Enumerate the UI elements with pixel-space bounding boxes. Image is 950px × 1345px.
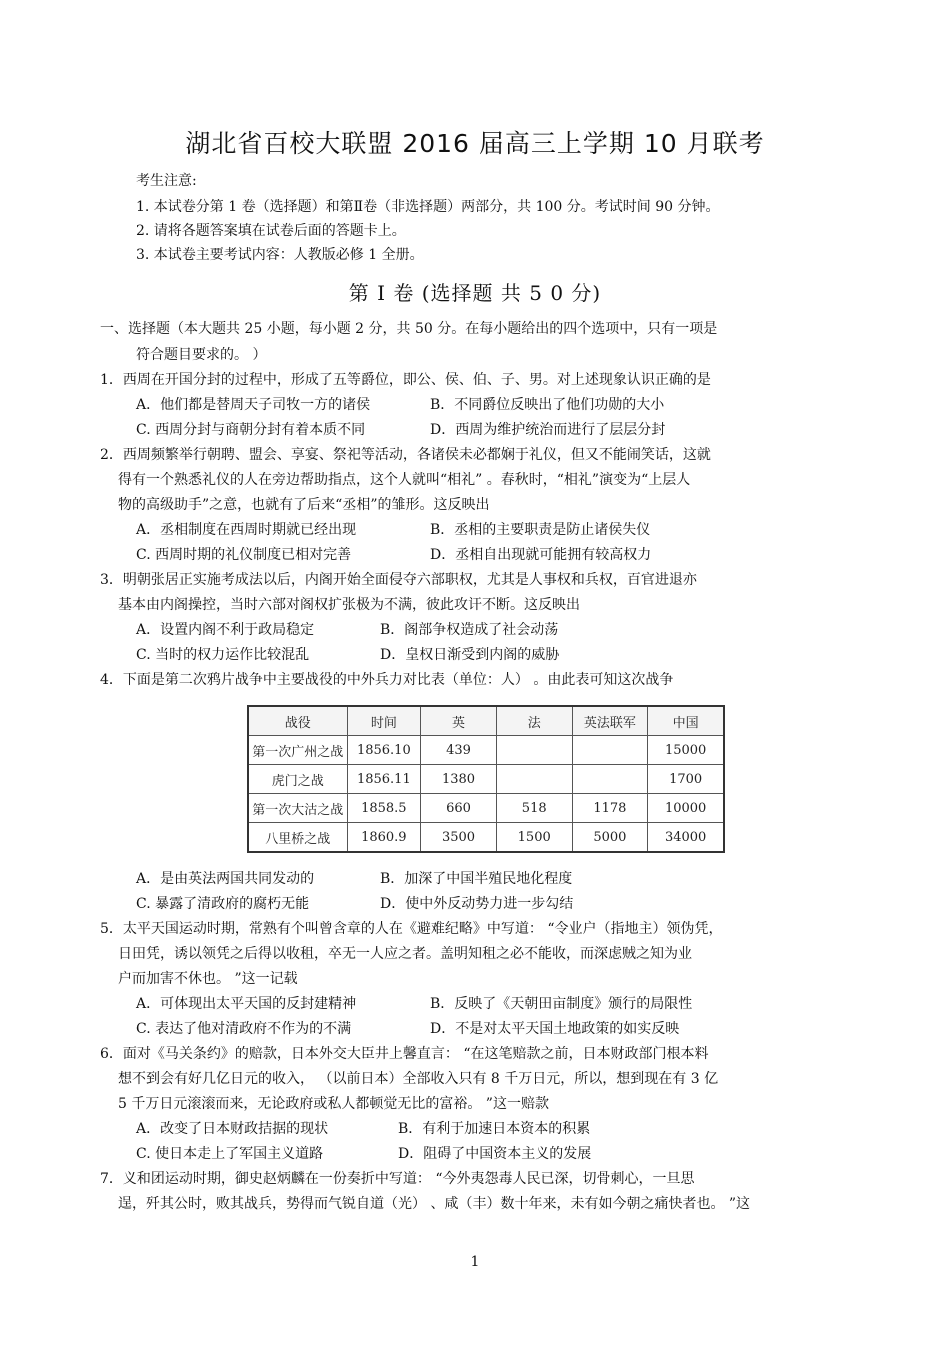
- option-a: A．是由英法两国共同发动的: [136, 871, 315, 887]
- table-header-row: [248, 706, 724, 736]
- column-header: 中国: [648, 706, 724, 736]
- question-stem: 6．面对《马关条约》的赔款，日本外交大臣井上馨直言： “在这笔赔款之前，日本财政部门根本料: [100, 1046, 709, 1062]
- table-cell: [572, 736, 648, 765]
- option-a: A．改变了日本财政拮据的现状: [136, 1121, 329, 1137]
- option-c: C. 西周分封与商朝分封有着本质不同: [136, 422, 366, 438]
- table-cell: 虎门之战: [248, 765, 347, 794]
- question-stem: 4．下面是第二次鸦片战争中主要战役的中外兵力对比表（单位：人） 。由此表可知这次战争: [100, 672, 674, 688]
- table-cell: 1858.5: [347, 794, 421, 823]
- table-cell: [496, 765, 572, 794]
- question-stem: 户而加害不休也。 ”这一记载: [118, 971, 298, 987]
- table-cell: 1500: [496, 823, 572, 853]
- option-d: D．西周为维护统治而进行了层层分封: [430, 422, 666, 438]
- table-row: [248, 765, 724, 794]
- column-header: 英: [421, 706, 497, 736]
- table-cell: 1860.9: [347, 823, 421, 853]
- question-stem: 得有一个熟悉礼仪的人在旁边帮助指点，这个人就叫“相礼” 。春秋时，“相礼”演变为“上层人: [118, 472, 691, 488]
- table-cell: 439: [421, 736, 497, 765]
- option-d: D．皇权日渐受到内阁的威胁: [380, 647, 560, 663]
- option-d: D．丞相自出现就可能拥有较高权力: [430, 547, 652, 563]
- option-c: C. 使日本走上了军国主义道路: [136, 1146, 324, 1162]
- question-stem: 5 千万日元滚滚而来，无论政府或私人都顿觉无比的富裕。 ”这一赔款: [118, 1096, 549, 1112]
- option-a: A．可体现出太平天国的反封建精神: [136, 996, 357, 1012]
- table-cell: 八里桥之战: [248, 823, 347, 853]
- notice-item: 1. 本试卷分第 1 卷（选择题）和第Ⅱ卷（非选择题）两部分，共 100 分。考试时间 90 分钟。: [136, 199, 720, 215]
- table-cell: 34000: [648, 823, 724, 853]
- question-stem: 逞，歼其公时，败其战兵，势得而气锐自道（光） 、咸（丰）数十年来，未有如今朝之痛快者也。 ”这: [118, 1196, 751, 1212]
- option-a: A．设置内阁不利于政局稳定: [136, 622, 315, 638]
- exam-title: 湖北省百校大联盟 2016 届高三上学期 10 月联考: [185, 129, 765, 158]
- option-b: B．阁部争权造成了社会动荡: [380, 622, 559, 638]
- option-c: C. 当时的权力运作比较混乱: [136, 647, 310, 663]
- option-d: D．不是对太平天国土地政策的如实反映: [430, 1021, 680, 1037]
- table-row: [248, 794, 724, 823]
- table-cell: 5000: [572, 823, 648, 853]
- option-b: B．反映了《天朝田亩制度》颁行的局限性: [430, 996, 693, 1012]
- question-stem: 2．西周频繁举行朝聘、盟会、享宴、祭祀等活动，各诸侯未必都娴于礼仪，但又不能闹笑话，这就: [100, 447, 711, 463]
- option-d: D．阻碍了中国资本主义的发展: [398, 1146, 592, 1162]
- column-header: 法: [496, 706, 572, 736]
- table-cell: 第一次广州之战: [248, 736, 347, 765]
- option-b: B．不同爵位反映出了他们功勋的大小: [430, 397, 665, 413]
- question-stem: 基本由内阁操控，当时六部对阁权扩张极为不满，彼此攻讦不断。这反映出: [118, 597, 580, 613]
- part-intro-line: 符合题目要求的。 ）: [136, 347, 267, 363]
- question-stem: 3．明朝张居正实施考成法以后，内阁开始全面侵夺六部职权，尤其是人事权和兵权，百官进退亦: [100, 572, 697, 588]
- notice-item: 2. 请将各题答案填在试卷后面的答题卡上。: [136, 223, 406, 239]
- table-cell: 3500: [421, 823, 497, 853]
- notice-heading: 考生注意:: [136, 173, 197, 189]
- table-cell: [496, 736, 572, 765]
- question-stem: 7．义和团运动时期，御史赵炳麟在一份奏折中写道： “今外夷怨毒人民已深，切骨刺心，一旦思: [100, 1171, 695, 1187]
- notice-item: 3. 本试卷主要考试内容：人教版必修 1 全册。: [136, 247, 424, 263]
- question-stem: 5．太平天国运动时期，常熟有个叫曾含章的人在《避难纪略》中写道： “令业户（指地主）领伪凭，: [100, 921, 723, 937]
- option-a: A．丞相制度在西周时期就已经出现: [136, 522, 357, 538]
- table-cell: 10000: [648, 794, 724, 823]
- option-b: B．加深了中国半殖民地化程度: [380, 871, 573, 887]
- page-number: 1: [470, 1254, 480, 1270]
- table-cell: 1856.10: [347, 736, 421, 765]
- part-intro-line: 一、选择题（本大题共 25 小题，每小题 2 分，共 50 分。在每小题给出的四个选项中，只有一项是: [100, 321, 718, 337]
- option-c: C. 表达了他对清政府不作为的不满: [136, 1021, 352, 1037]
- question-stem: 物的高级助手”之意，也就有了后来“丞相”的雏形。这反映出: [118, 497, 490, 513]
- option-d: D．使中外反动势力进一步勾结: [380, 896, 574, 912]
- table-cell: 518: [496, 794, 572, 823]
- option-a: A．他们都是替周天子司牧一方的诸侯: [136, 397, 371, 413]
- section-title: 第 Ⅰ 卷 (选择题 共 5 0 分): [348, 281, 602, 305]
- table-cell: 1700: [648, 765, 724, 794]
- forces-table: [247, 705, 725, 853]
- option-c: C. 西周时期的礼仪制度已相对完善: [136, 547, 352, 563]
- table-cell: [572, 765, 648, 794]
- table-cell: 1178: [572, 794, 648, 823]
- question-stem: 想不到会有好几亿日元的收入， （以前日本）全部收入只有 8 千万日元，所以，想到现在有 3 亿: [118, 1071, 719, 1087]
- table-cell: 660: [421, 794, 497, 823]
- option-c: C. 暴露了清政府的腐朽无能: [136, 896, 310, 912]
- table-row: [248, 823, 724, 853]
- question-stem: 1．西周在开国分封的过程中，形成了五等爵位，即公、侯、伯、子、男。对上述现象认识正确的是: [100, 372, 711, 388]
- column-header: 时间: [347, 706, 421, 736]
- table-cell: 1856.11: [347, 765, 421, 794]
- option-b: B．有利于加速日本资本的积累: [398, 1121, 591, 1137]
- table-cell: 15000: [648, 736, 724, 765]
- option-b: B．丞相的主要职责是防止诸侯失仪: [430, 522, 651, 538]
- table-row: [248, 736, 724, 765]
- column-header: 英法联军: [572, 706, 648, 736]
- column-header: 战役: [248, 706, 347, 736]
- table-cell: 1380: [421, 765, 497, 794]
- table-cell: 第一次大沽之战: [248, 794, 347, 823]
- question-stem: 日田凭，诱以领凭之后得以收租，卒无一人应之者。盖明知租之必不能收，而深虑贼之知为业: [118, 946, 692, 962]
